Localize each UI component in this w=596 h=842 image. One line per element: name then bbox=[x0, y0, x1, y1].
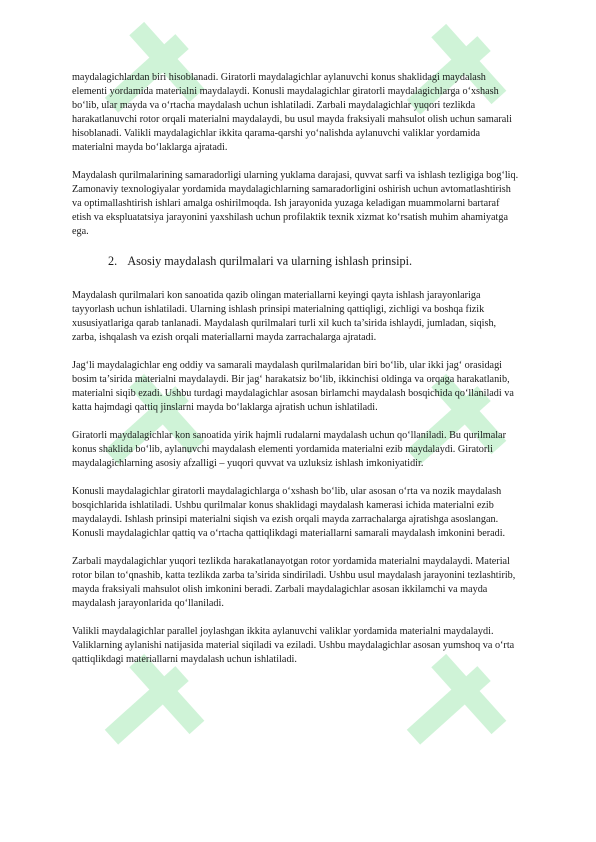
section-number: 2. bbox=[108, 254, 118, 268]
body-paragraph: maydalagichlardan biri hisoblanadi. Giratorli maydalagichlar aylanuvchi konus shaklidagi maydalash elementi yordamida materialni maydalaydi. Konusli maydalagichlar giratorli maydalagichlarga o‘xshash bo‘lib, ular mayda va o‘rtacha maydalash uchun ishlatiladi. Zarbali maydalagichlar yuqori tezlikda harakatlanuvchi rotor orqali materialni maydalaydi, bu usul mayda fraksiyali mahsulot olish uchun samarali hisoblanadi. Valikli maydalagichlar ikkita qarama-qarshi yo‘nalishda aylanuvchi valiklar yordamida materialni mayda bo‘laklarga ajratadi. bbox=[72, 72, 512, 153]
body-paragraph: Valikli maydalagichlar parallel joylashgan ikkita aylanuvchi valiklar yordamida materialni maydalaydi. Valiklarning aylanishi natijasida material siqiladi va eziladi. Ushbu maydalagichlar asosan yumshoq va o‘rta qattiqlikdagi materiallarni maydalash uchun ishlatiladi. bbox=[72, 626, 515, 665]
section-heading bbox=[108, 253, 519, 269]
body-paragraph: Konusli maydalagichlar giratorli maydalagichlarga o‘xshash bo‘lib, ular asosan o‘rta va nozik maydalash bosqichlarida ishlatiladi. Ushbu qurilmalar konus shaklidagi maydalash kamerasi ichida materialni ezib maydalaydi. Ishlash prinsipi materialni siqish va ezish orqali mayda zarrachalarga ajratishga asoslangan. Konusli maydalagichlar qattiq va o‘rtacha qattiqlikdagi materiallarni samarali maydalash imkonini beradi. bbox=[72, 486, 506, 539]
body-paragraph: Maydalash qurilmalarining samaradorligi ularning yuklama darajasi, quvvat sarfi va ishlash tezligiga bog‘liq. Zamonaviy texnologiyalar yordamida maydalagichlarning samaradorligini oshirish uchun avtomatlashtirish va optimallashtirish ishlari amalga oshirilmoqda. Ish jarayonida yuzaga keladigan muammolarni bartaraf etish va ekspluatatsiya jarayonini yaxshilash uchun profilaktik texnik xizmat ko‘rsatish muhim ahamiyatga ega. bbox=[72, 170, 519, 237]
body-paragraph: Zarbali maydalagichlar yuqori tezlikda harakatlanayotgan rotor yordamida materialni maydalaydi. Material rotor bilan to‘qnashib, katta tezlikda zarba ta’sirida sindiriladi. Ushbu usul maydalash jarayonini tezlashtirib, mayda fraksiyali mahsulot olish imkonini beradi. Zarbali maydalagichlar asosan ikkilamchi va mayda maydalash jarayonlarida qo‘llaniladi. bbox=[72, 556, 516, 609]
body-paragraph: Giratorli maydalagichlar kon sanoatida yirik hajmli rudalarni maydalash uchun qo‘llaniladi. Bu qurilmalar konus shaklida bo‘lib, aylanuvchi maydalash elementi yordamida materialni ezib maydalaydi. Giratorli maydalagichlarning asosiy afzalligi – yuqori quvvat va uzluksiz ishlash imkoniyatidir. bbox=[72, 430, 506, 469]
body-paragraph: Jag‘li maydalagichlar eng oddiy va samarali maydalash qurilmalaridan biri bo‘lib, ular ikki jag‘ orasidagi bosim ta’sirida materialni maydalaydi. Bir jag‘ harakatsiz bo‘lib, ikkinchisi oldinga va orqaga harakatlanib, materialni siqib ezadi. Ushbu turdagi maydalagichlar asosan birlamchi maydalash bosqichida qo‘llaniladi va katta hajmdagi qattiq jinslarni mayda bo‘laklarga ajratish uchun ishlatiladi. bbox=[72, 360, 514, 413]
document-body bbox=[72, 71, 519, 681]
section-title: Asosiy maydalash qurilmalari va ularning ishlash prinsipi. bbox=[127, 254, 413, 268]
body-paragraph: Maydalash qurilmalari kon sanoatida qazib olingan materiallarni keyingi qayta ishlash jarayonlariga tayyorlash uchun ishlatiladi. Ularning ishlash prinsipi materialning qattiqligi, zichligi va boshqa fizik xususiyatlariga qarab tanlanadi. Maydalash qurilmalari turli xil kuch ta’sirida ishlaydi, jumladan, siqish, zarba, ishqalash va ezish orqali materiallarni mayda zarrachalarga ajratadi. bbox=[72, 290, 497, 343]
